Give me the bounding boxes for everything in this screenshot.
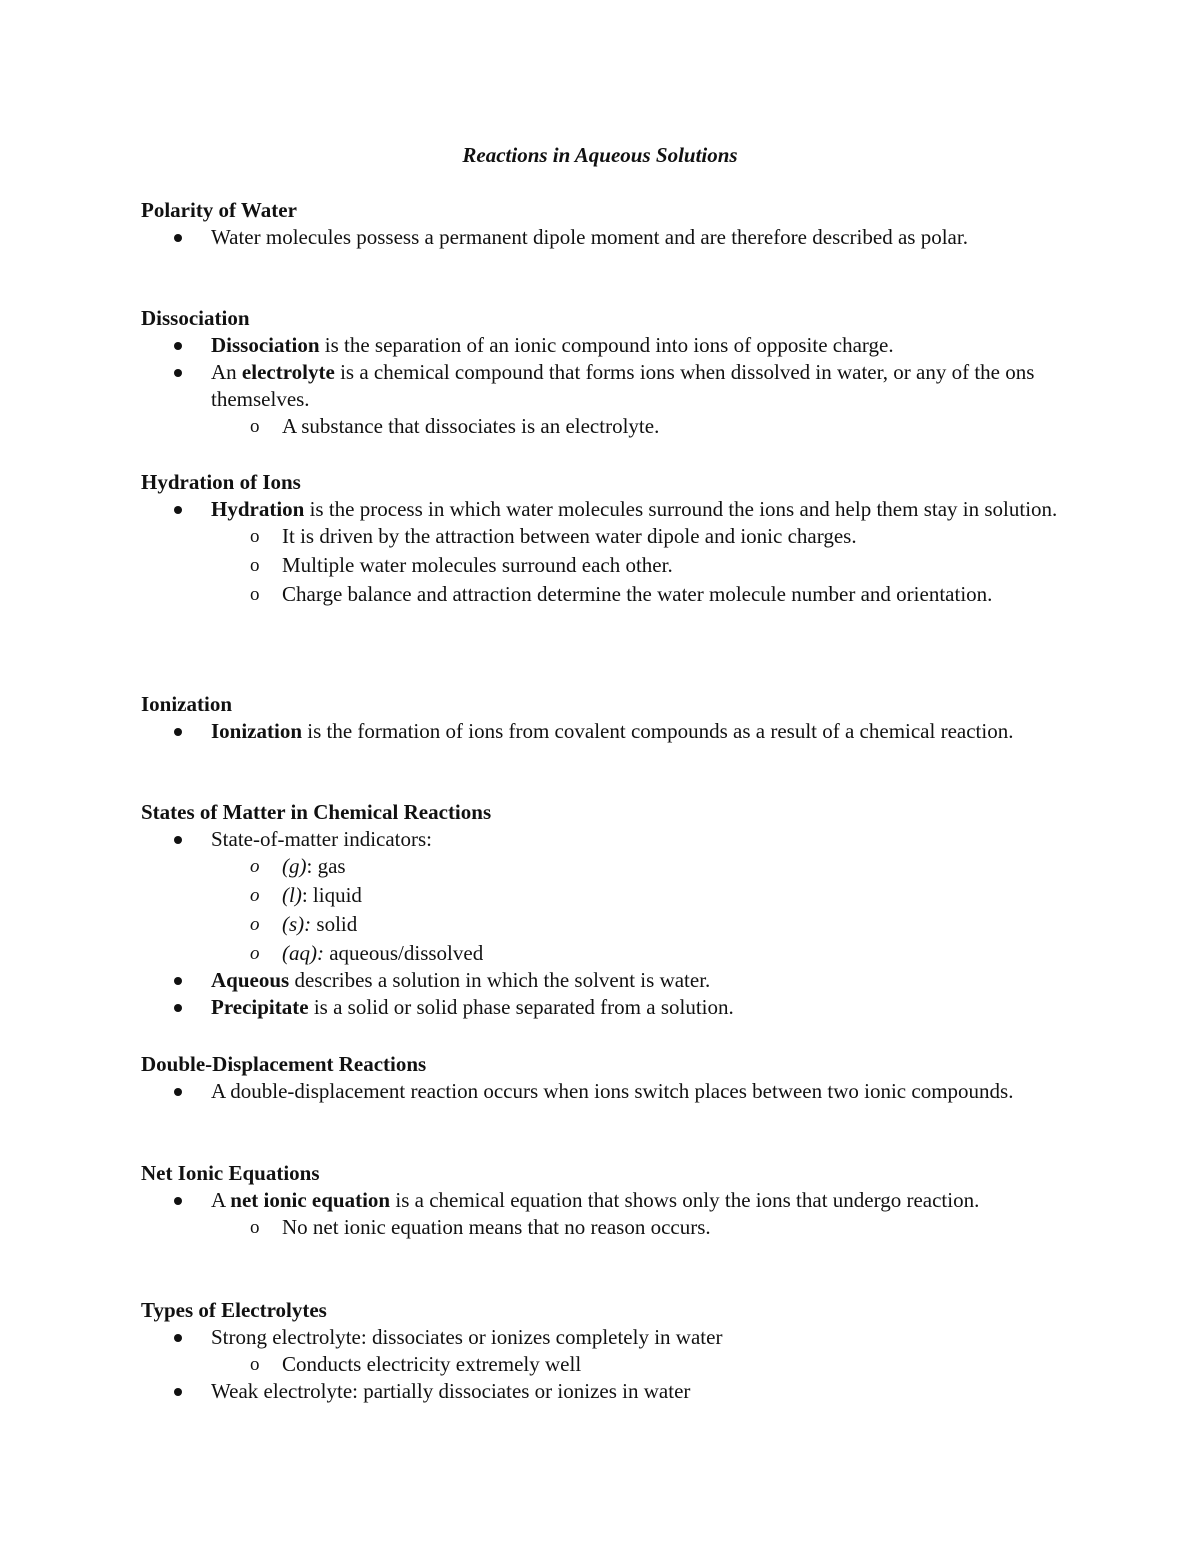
- section: [141, 469, 1061, 608]
- defined-term: Aqueous: [211, 968, 290, 992]
- circle-bullet-icon: o: [250, 1354, 260, 1375]
- state-symbol: (aq):: [282, 941, 324, 965]
- bullet-item: [211, 967, 1061, 994]
- sub-bullet-item: [250, 940, 1061, 967]
- sub-bullet-item: [250, 552, 1061, 579]
- item-text: (s): solid: [282, 912, 358, 936]
- bullet-dot-icon: [174, 369, 182, 377]
- item-text: Charge balance and attraction determine the water molecule number and orientation.: [282, 582, 993, 606]
- sub-bullet-item: [250, 882, 1061, 909]
- bullet-dot-icon: [174, 1088, 182, 1096]
- item-text: An electrolyte is a chemical compound that forms ions when dissolved in water, or any of the ons themselves.: [211, 360, 1035, 411]
- bullet-dot-icon: [174, 728, 182, 736]
- bullet-item: [211, 1187, 1061, 1214]
- bullet-item: [211, 1324, 1061, 1351]
- item-text: Hydration is the process in which water molecules surround the ions and help them stay in solution.: [211, 497, 1058, 521]
- bullet-dot-icon: [174, 836, 182, 844]
- defined-term: Dissociation: [211, 333, 320, 357]
- bullet-dot-icon: [174, 1004, 182, 1012]
- section: [141, 691, 1061, 745]
- defined-term: electrolyte: [241, 360, 335, 384]
- circle-bullet-icon: o: [250, 943, 260, 964]
- bullet-dot-icon: [174, 1388, 182, 1396]
- section: [141, 305, 1061, 440]
- bullet-item: [211, 826, 1061, 853]
- item-text: A net ionic equation is a chemical equation that shows only the ions that undergo reaction.: [211, 1188, 980, 1212]
- sub-bullet-item: [250, 581, 1061, 608]
- item-text: A substance that dissociates is an electrolyte.: [282, 414, 660, 438]
- section: [141, 1160, 1061, 1241]
- circle-bullet-icon: o: [250, 555, 260, 576]
- item-text: Precipitate is a solid or solid phase separated from a solution.: [211, 995, 734, 1019]
- bullet-item: [211, 1378, 1061, 1405]
- section: [141, 1297, 1061, 1405]
- sub-bullet-item: [250, 853, 1061, 880]
- defined-term: Hydration: [211, 497, 305, 521]
- item-text: Ionization is the formation of ions from covalent compounds as a result of a chemical reaction.: [211, 719, 1014, 743]
- bullet-item: [211, 359, 1061, 413]
- section-heading: Ionization: [141, 692, 233, 716]
- item-text: Multiple water molecules surround each other.: [282, 553, 673, 577]
- state-symbol: (l): [282, 883, 302, 907]
- circle-bullet-icon: o: [250, 914, 260, 935]
- item-text: State-of-matter indicators:: [211, 827, 433, 851]
- section-heading: Types of Electrolytes: [141, 1298, 327, 1322]
- section-heading: Double-Displacement Reactions: [141, 1052, 427, 1076]
- defined-term: Precipitate: [211, 995, 309, 1019]
- defined-term: Ionization: [211, 719, 303, 743]
- circle-bullet-icon: o: [250, 885, 260, 906]
- item-text: Water molecules possess a permanent dipole moment and are therefore described as polar.: [211, 225, 968, 249]
- circle-bullet-icon: o: [250, 1217, 260, 1238]
- item-text: Conducts electricity extremely well: [282, 1352, 582, 1376]
- item-text: No net ionic equation means that no reason occurs.: [282, 1215, 711, 1239]
- bullet-dot-icon: [174, 342, 182, 350]
- bullet-item: [211, 496, 1061, 523]
- item-text: A double-displacement reaction occurs when ions switch places between two ionic compounds.: [211, 1079, 1014, 1103]
- document-title: Reactions in Aqueous Solutions: [462, 143, 738, 167]
- section: [141, 197, 1061, 251]
- bullet-dot-icon: [174, 234, 182, 242]
- state-symbol: (s):: [282, 912, 312, 936]
- bullet-item: [211, 1078, 1061, 1105]
- defined-term: net ionic equation: [230, 1188, 391, 1212]
- item-text: Aqueous describes a solution in which the solvent is water.: [211, 968, 711, 992]
- item-text: (l): liquid: [282, 883, 362, 907]
- bullet-item: [211, 332, 1061, 359]
- section-heading: Dissociation: [141, 306, 250, 330]
- item-text: Weak electrolyte: partially dissociates or ionizes in water: [211, 1379, 691, 1403]
- bullet-dot-icon: [174, 1197, 182, 1205]
- item-text: It is driven by the attraction between water dipole and ionic charges.: [282, 524, 857, 548]
- section: [141, 799, 1061, 1021]
- bullet-dot-icon: [174, 506, 182, 514]
- sub-bullet-item: [250, 523, 1061, 550]
- bullet-dot-icon: [174, 977, 182, 985]
- circle-bullet-icon: o: [250, 416, 260, 437]
- sub-bullet-item: [250, 911, 1061, 938]
- circle-bullet-icon: o: [250, 584, 260, 605]
- section-heading: Hydration of Ions: [141, 470, 301, 494]
- section-heading: Polarity of Water: [141, 198, 297, 222]
- section-heading: States of Matter in Chemical Reactions: [141, 800, 492, 824]
- item-text: (g): gas: [282, 854, 346, 878]
- bullet-item: [211, 994, 1061, 1021]
- bullet-item: [211, 224, 1061, 251]
- bullet-item: [211, 718, 1061, 745]
- circle-bullet-icon: o: [250, 856, 260, 877]
- circle-bullet-icon: o: [250, 526, 260, 547]
- item-text: Strong electrolyte: dissociates or ionizes completely in water: [211, 1325, 723, 1349]
- section: [141, 1051, 1061, 1105]
- section-heading: Net Ionic Equations: [141, 1161, 320, 1185]
- sub-bullet-item: [250, 1351, 1061, 1378]
- sub-bullet-item: [250, 1214, 1061, 1241]
- item-text: Dissociation is the separation of an ionic compound into ions of opposite charge.: [211, 333, 894, 357]
- sub-bullet-item: [250, 413, 1061, 440]
- item-text: (aq): aqueous/dissolved: [282, 941, 484, 965]
- bullet-dot-icon: [174, 1334, 182, 1342]
- state-symbol: (g): [282, 854, 307, 878]
